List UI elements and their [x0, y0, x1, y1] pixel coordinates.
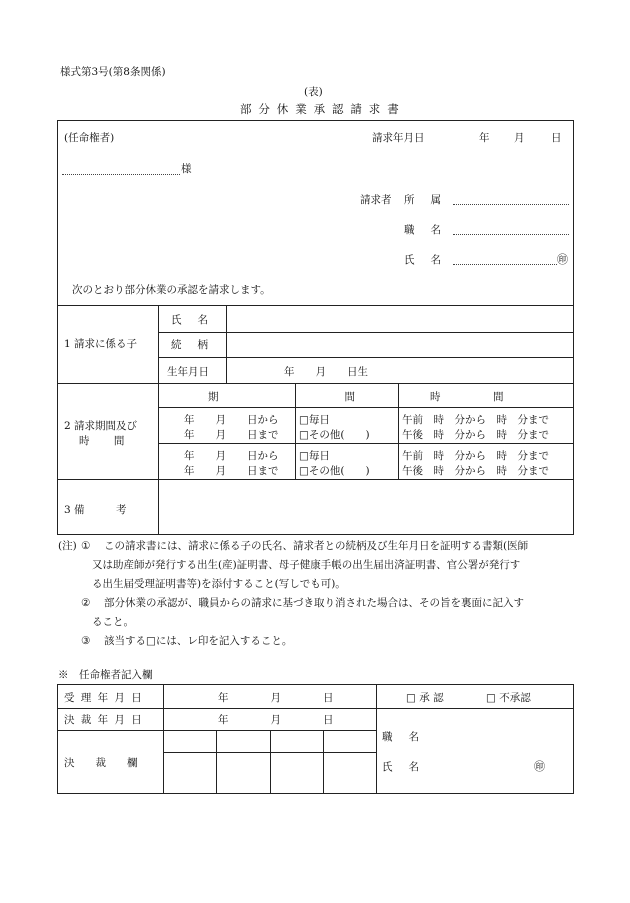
child-relation-field[interactable]	[233, 337, 563, 351]
remarks-label: 3 備 考	[64, 504, 127, 516]
authority-name-line[interactable]	[62, 174, 180, 175]
period-row2-pm: 午後 時 分から 時 分まで	[402, 465, 549, 477]
time-column-head: 時 間	[430, 391, 504, 403]
note-3-line-1: 該当する□には、レ印を記入すること。	[104, 635, 293, 647]
request-date-label: 請求年月日	[372, 132, 425, 144]
period-row2-to: 年 月 日まで	[184, 465, 279, 477]
request-month-label: 月	[514, 132, 525, 144]
approver-name-label: 氏 名	[382, 761, 426, 773]
child-birth-value: 年 月 日生	[284, 366, 368, 378]
request-year-label: 年	[479, 132, 490, 144]
position-line[interactable]	[453, 234, 569, 235]
note-1-number: ①	[81, 540, 91, 552]
child-relation-label: 続 柄	[171, 339, 215, 351]
period-row1-am: 午前 時 分から 時 分まで	[402, 414, 549, 426]
period-row1-pm: 午後 時 分から 時 分まで	[402, 429, 549, 441]
child-name-label: 氏 名	[171, 314, 215, 326]
note-1-line-3: る出生届受理証明書等)を添付すること(写しでも可)。	[92, 578, 346, 590]
remarks-field[interactable]	[164, 485, 564, 529]
position-label: 職 名	[404, 224, 448, 236]
request-statement: 次のとおり部分休業の承認を請求します。	[72, 284, 271, 296]
period-section-label-2: 時 間	[79, 435, 125, 447]
received-date-value: 年 月 日	[218, 692, 334, 704]
period-row1-from: 年 月 日から	[184, 414, 279, 426]
note-2-number: ②	[81, 597, 91, 609]
authority-table	[57, 684, 574, 794]
authority-section-heading: ※ 任命権者記入欄	[58, 669, 153, 681]
child-birth-label: 生年月日	[167, 366, 209, 378]
seal-icon: ㊞	[557, 253, 568, 266]
name-label: 氏 名	[404, 254, 448, 266]
form-number: 様式第3号(第8条関係)	[60, 66, 166, 78]
note-1-line-1: この請求書には、請求に係る子の氏名、請求者との続柄及び生年月日を証明する書類(医師	[104, 540, 529, 552]
note-3-number: ③	[81, 635, 91, 647]
period-row1-to: 年 月 日まで	[184, 429, 279, 441]
child-section-label: 1 請求に係る子	[64, 338, 138, 350]
requester-label: 請求者	[360, 194, 392, 206]
authority-label: (任命権者)	[64, 132, 115, 144]
disapprove-checkbox[interactable]: □ 不承認	[486, 692, 531, 704]
decision-column-label: 決 裁 欄	[64, 757, 138, 769]
period-row2-daily-checkbox[interactable]: □毎日	[299, 450, 330, 462]
period-column-head: 期 間	[208, 391, 355, 403]
period-row2-from: 年 月 日から	[184, 450, 279, 462]
period-row2-other-checkbox[interactable]: □その他( )	[299, 465, 370, 477]
period-section-label: 2 請求期間及び	[64, 420, 138, 432]
note-2-line-2: ること。	[92, 616, 134, 628]
side-label: (表)	[304, 86, 323, 98]
honorific: 様	[181, 163, 192, 175]
decided-date-value: 年 月 日	[218, 714, 334, 726]
child-name-field[interactable]	[233, 312, 563, 326]
period-row1-other-checkbox[interactable]: □その他( )	[299, 429, 370, 441]
name-line[interactable]	[453, 264, 557, 265]
note-1-line-2: 又は助産師が発行する出生(産)証明書、母子健康手帳の出生届出済証明書、官公署が発行す	[92, 559, 521, 571]
request-day-label: 日	[551, 132, 562, 144]
affiliation-label: 所 属	[404, 194, 448, 206]
notes-prefix: (注)	[58, 540, 77, 552]
request-form	[57, 120, 574, 535]
received-date-label: 受理年月日	[64, 692, 148, 704]
decided-date-label: 決裁年月日	[64, 714, 148, 726]
period-row1-daily-checkbox[interactable]: □毎日	[299, 414, 330, 426]
approver-position-label: 職 名	[382, 731, 426, 743]
approver-seal-icon: ㊞	[534, 760, 545, 773]
affiliation-line[interactable]	[453, 204, 569, 205]
page-title: 部分休業承認請求書	[240, 102, 406, 116]
note-2-line-1: 部分休業の承認が、職員からの請求に基づき取り消された場合は、その旨を裏面に記入す	[104, 597, 524, 609]
approve-checkbox[interactable]: □ 承 認	[406, 692, 444, 704]
period-row2-am: 午前 時 分から 時 分まで	[402, 450, 549, 462]
